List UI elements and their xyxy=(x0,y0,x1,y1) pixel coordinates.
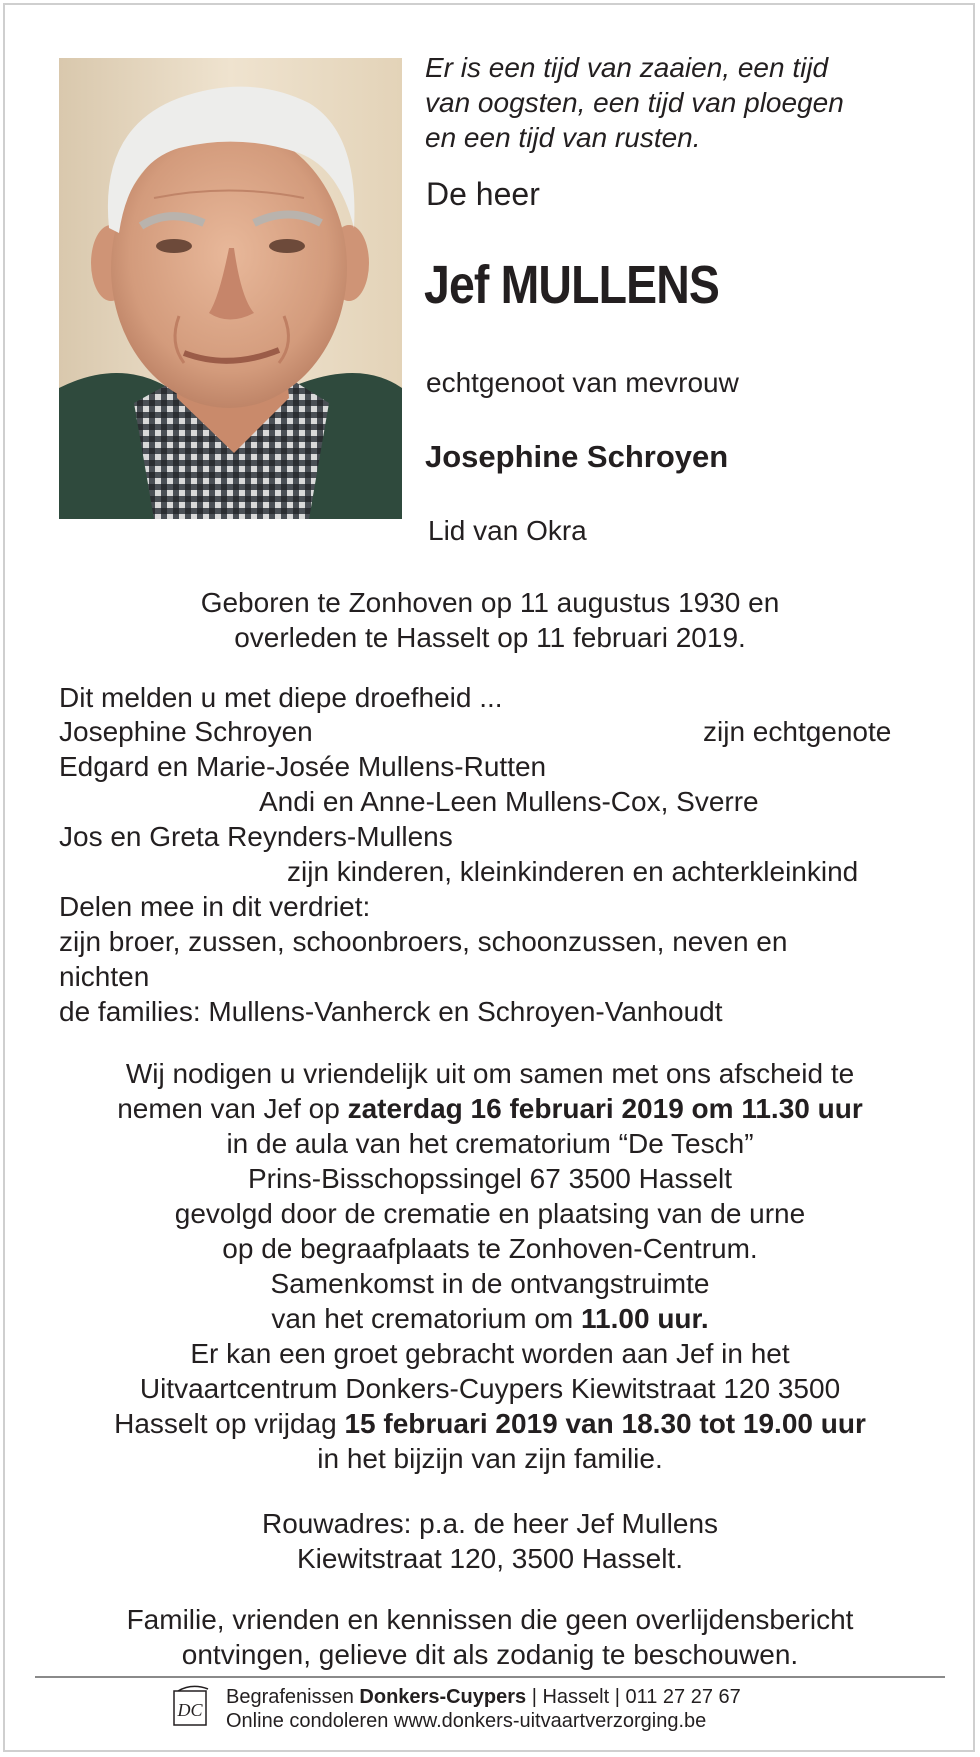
address-line: Rouwadres: p.a. de heer Jef Mullens xyxy=(261,1508,719,1539)
portrait-photo xyxy=(59,58,402,519)
ceremony-line xyxy=(0,1303,980,1335)
gathering-time: 11.00 uur. xyxy=(581,1303,709,1334)
family-intro: Dit melden u met diepe droefheid ... xyxy=(59,682,503,713)
family-families: de families: Mullens-Vanherck en Schroyen-Vanhoudt xyxy=(59,996,723,1027)
footer-company-line xyxy=(226,1686,741,1709)
family-children-role: zijn kinderen, kleinkinderen en achterkleinkind xyxy=(287,856,859,887)
family-spouse-role: zijn echtgenote xyxy=(703,716,892,747)
ceremony-text: Hasselt op vrijdag xyxy=(114,1408,345,1439)
ceremony-line: Samenkomst in de ontvangstruimte xyxy=(270,1268,710,1299)
death-line: overleden te Hasselt op 11 februari 2019. xyxy=(234,622,746,653)
ceremony-line: Prins-Bisschopssingel 67 3500 Hasselt xyxy=(247,1163,733,1194)
closing-line: Familie, vrienden en kennissen die geen overlijdensbericht xyxy=(126,1604,854,1635)
verse-line: van oogsten, een tijd van ploegen xyxy=(425,87,844,118)
address-line: Kiewitstraat 120, 3500 Hasselt. xyxy=(297,1543,683,1574)
membership: Lid van Okra xyxy=(428,515,587,546)
ceremony-line xyxy=(0,1093,980,1125)
family-relatives: nichten xyxy=(59,961,150,992)
family-child: Jos en Greta Reynders-Mullens xyxy=(59,821,453,852)
ceremony-line: Wij nodigen u vriendelijk uit om samen met ons afscheid te xyxy=(125,1058,855,1089)
family-share-intro: Delen mee in dit verdriet: xyxy=(59,891,371,922)
honorific: De heer xyxy=(426,176,540,212)
footer-prefix: Begrafenissen xyxy=(226,1686,360,1708)
logo-letters: DC xyxy=(177,1700,203,1720)
verse-line: Er is een tijd van zaaien, een tijd xyxy=(425,52,829,83)
funeral-home-logo xyxy=(172,1685,210,1728)
footer-online-line: Online condoleren www.donkers-uitvaartverzorging.be xyxy=(226,1710,707,1732)
deceased-name: Jef MULLENS xyxy=(424,255,720,315)
ceremony-line: Uitvaartcentrum Donkers-Cuypers Kiewitstraat 120 3500 xyxy=(139,1373,841,1404)
ceremony-date: zaterdag 16 februari 2019 om 11.30 uur xyxy=(347,1093,863,1124)
ceremony-line: Er kan een groet gebracht worden aan Jef in het xyxy=(190,1338,790,1369)
footer-info: | Hasselt | 011 27 27 67 xyxy=(526,1686,741,1708)
verse-line: en een tijd van rusten. xyxy=(425,122,701,153)
verse xyxy=(425,50,945,155)
family-child: Edgard en Marie-Josée Mullens-Rutten xyxy=(59,751,547,782)
closing-line: ontvingen, gelieve dit als zodanig te beschouwen. xyxy=(181,1639,799,1670)
ceremony-text: nemen van Jef op xyxy=(117,1093,348,1124)
ceremony-text: van het crematorium om xyxy=(271,1303,582,1334)
spouse-intro: echtgenoot van mevrouw xyxy=(426,367,739,398)
birth-line: Geboren te Zonhoven op 11 augustus 1930 en xyxy=(200,587,780,618)
ceremony-line xyxy=(0,1408,980,1440)
ceremony-line: gevolgd door de crematie en plaatsing van de urne xyxy=(174,1198,806,1229)
footer-company: Donkers-Cuypers xyxy=(359,1686,527,1708)
ceremony-line: op de begraafplaats te Zonhoven-Centrum. xyxy=(222,1233,758,1264)
ceremony-line: in de aula van het crematorium “De Tesch” xyxy=(226,1128,754,1159)
footer-divider xyxy=(35,1676,945,1678)
visitation-time: 15 februari 2019 van 18.30 tot 19.00 uur xyxy=(344,1408,866,1439)
ceremony-line: in het bijzijn van zijn familie. xyxy=(317,1443,663,1474)
family-relatives: zijn broer, zussen, schoonbroers, schoonzussen, neven en xyxy=(59,926,788,957)
family-spouse: Josephine Schroyen xyxy=(59,716,313,747)
family-grandchild: Andi en Anne-Leen Mullens-Cox, Sverre xyxy=(259,786,759,817)
spouse-name: Josephine Schroyen xyxy=(425,439,729,474)
